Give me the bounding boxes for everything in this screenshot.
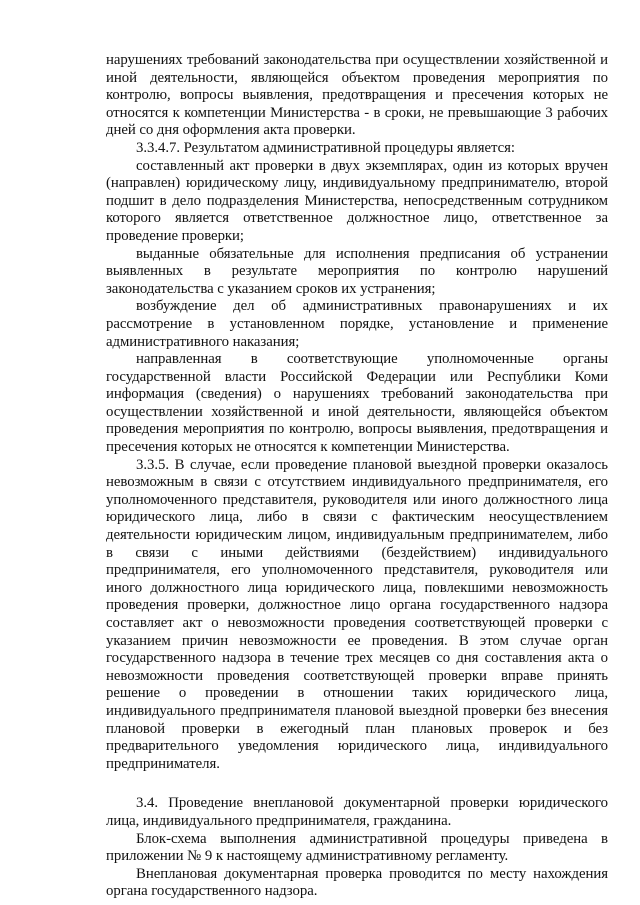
paragraph-result-act: составленный акт проверки в двух экземплярах, один из которых вручен (направлен) юридическому лицу, индивидуальному предпринимателю, второй подшит в дело подразделения Министерства, непосредственным сотрудником которого является ответственное должностное лицо, ответственное за проведение проверки;: [106, 157, 608, 244]
paragraph-result-orders: выданные обязательные для исполнения предписания об устранении выявленных в результате мероприятия по контролю нарушений законодательства с указанием сроков их устранения;: [106, 245, 608, 297]
paragraph-continuation: нарушениях требований законодательства при осуществлении хозяйственной и иной деятельности, являющейся объектом проведения мероприятия по контролю, вопросы выявления, предотвращения и пресечения которых не относятся к компетенции Министерства - в сроки, не превышающие 3 рабочих дней со дня оформления акта проверки.: [106, 52, 608, 139]
section-gap: [106, 773, 608, 795]
paragraph-3-3-4-7: 3.3.4.7. Результатом административной процедуры является:: [136, 139, 515, 156]
paragraph-location: Внеплановая документарная проверка проводится по месту нахождения органа государственного надзора.: [106, 865, 608, 900]
paragraph-3-4-heading: 3.4. Проведение внеплановой документарной проверки юридического лица, индивидуального предпринимателя, гражданина.: [106, 795, 608, 829]
paragraph-result-info: направленная в соответствующие уполномоченные органы государственной власти Российской Федерации или Республики Коми информация (сведения) о нарушениях требований законодательства при осуществлении хозяйственной и иной деятельности, являющейся объектом проведения мероприятия по контролю, вопросы выявления, предотвращения и пресечения которых не относятся к компетенции Министерства.: [106, 351, 608, 456]
paragraph-block-scheme: Блок-схема выполнения административной процедуры приведена в приложении № 9 к настоящему административному регламенту.: [106, 830, 608, 865]
paragraph-3-3-5: 3.3.5. В случае, если проведение плановой выездной проверки оказалось невозможным в связи с отсутствием индивидуального предпринимателя, его уполномоченного представителя, руководителя или иного должностного лица юридического лица, либо в связи с фактическим неосуществлением деятельности юридическим лицом, индивидуальным предпринимателем, либо в связи с иными действиями (бездействием) индивидуального предпринимателя, его уполномоченного представителя, руководителя или иного должностного лица юридического лица, повлекшими невозможность проведения проверки, должностное лицо органа государственного надзора составляет акт о невозможности проведения соответствующей проверки с указанием причин невозможности ее проведения. В этом случае орган государственного надзора в течение трех месяцев со дня составления акта о невозможности проведения соответствующей проверки вправе принять решение о проведении в отношении таких юридического лица, индивидуального предпринимателя плановой выездной проверки без внесения плановой проверки в ежегодный план плановых проверок и без предварительного уведомления юридического лица, индивидуального предпринимателя.: [106, 456, 608, 772]
paragraph-result-cases: возбуждение дел об административных правонарушениях и их рассмотрение в установленном порядке, установление и применение административного наказания;: [106, 298, 608, 350]
